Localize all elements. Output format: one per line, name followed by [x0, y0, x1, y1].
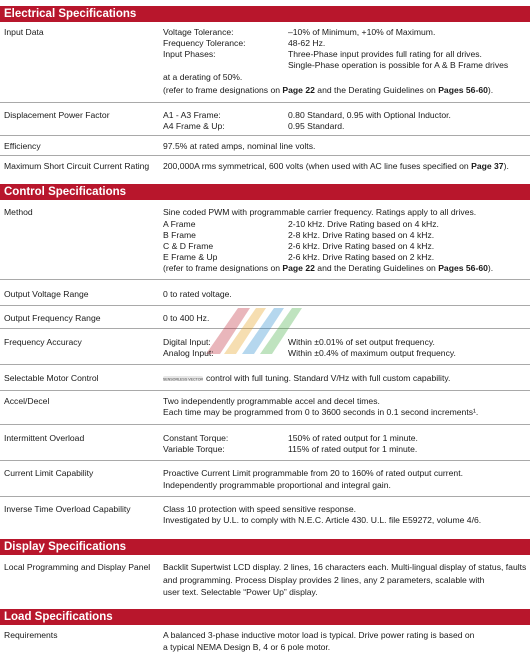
spec-label: Output Voltage Range: [4, 289, 89, 299]
variable-torque-label: Variable Torque:: [163, 444, 225, 454]
sensorless-vector-logo-icon: [163, 375, 203, 382]
spec-label: Displacement Power Factor: [4, 110, 110, 120]
row-divider: [0, 102, 530, 103]
spec-label: Intermittent Overload: [4, 433, 85, 443]
voltage-tolerance-label: Voltage Tolerance:: [163, 27, 234, 37]
frame-value: 2-6 kHz. Drive Rating based on 2 kHz.: [288, 252, 435, 262]
page-link[interactable]: Page 22: [282, 85, 315, 95]
spec-value: Two independently programmable accel and decel times.: [163, 396, 380, 406]
constant-torque-label: Constant Torque:: [163, 433, 229, 443]
svg-text:SENSORLESS VECTOR: SENSORLESS VECTOR: [163, 377, 203, 382]
page-link[interactable]: Page 22: [282, 263, 315, 273]
frame-label: A4 Frame & Up:: [163, 121, 225, 131]
frame-value: 0.80 Standard, 0.95 with Optional Inductor.: [288, 110, 451, 120]
frame-value: 0.95 Standard.: [288, 121, 345, 131]
digital-input-label: Digital Input:: [163, 337, 211, 347]
frame-value: 2-8 kHz. Drive Rating based on 4 kHz.: [288, 230, 435, 240]
frequency-tolerance-value: 48-62 Hz.: [288, 38, 326, 48]
method-intro: Sine coded PWM with programmable carrier frequency. Ratings apply to all drives.: [163, 207, 477, 217]
frame-reference-note: (refer to frame designations on Page 22 and the Derating Guidelines on Pages 56-60).: [163, 85, 494, 95]
spec-value: Backlit Supertwist LCD display. 2 lines, 16 characters each. Multi-lingual display of status, faults: [163, 562, 527, 572]
spec-label: Accel/Decel: [4, 396, 50, 406]
frame-label: C & D Frame: [163, 241, 214, 251]
frame-label: E Frame & Up: [163, 252, 218, 262]
spec-value: and programming. Process Display provides 2 lines, any 2 parameters, scalable with: [163, 575, 485, 585]
spec-value: Class 10 protection with speed sensitive response.: [163, 504, 356, 514]
derating-note: at a derating of 50%.: [163, 72, 243, 82]
spec-value: Independently programmable proportional and integral gain.: [163, 480, 391, 490]
frame-label: B Frame: [163, 230, 196, 240]
section-header-electrical: Electrical Specifications: [0, 6, 530, 22]
spec-value: 97.5% at rated amps, nominal line volts.: [163, 141, 316, 151]
row-divider: [0, 390, 530, 391]
frame-reference-note: (refer to frame designations on Page 22 and the Derating Guidelines on Pages 56-60).: [163, 263, 494, 273]
digital-input-value: Within ±0.01% of set output frequency.: [288, 337, 435, 347]
variable-torque-value: 115% of rated output for 1 minute.: [288, 444, 418, 454]
row-divider: [0, 496, 530, 497]
voltage-tolerance-value: –10% of Minimum, +10% of Maximum.: [288, 27, 436, 37]
row-divider: [0, 364, 530, 365]
frame-label: A Frame: [163, 219, 196, 229]
input-phases-label: Input Phases:: [163, 49, 216, 59]
spec-label: Local Programming and Display Panel: [4, 562, 151, 572]
section-header-control: Control Specifications: [0, 184, 530, 200]
spec-value: 0 to 400 Hz.: [163, 313, 210, 323]
spec-label: Selectable Motor Control: [4, 373, 99, 383]
page-link[interactable]: Page 37: [471, 161, 504, 171]
page-link[interactable]: Pages 56-60: [438, 85, 488, 95]
spec-label: Current Limit Capability: [4, 468, 94, 478]
spec-label: Maximum Short Circuit Current Rating: [4, 161, 150, 171]
frame-value: 2-6 kHz. Drive Rating based on 4 kHz.: [288, 241, 435, 251]
page-link[interactable]: Pages 56-60: [438, 263, 488, 273]
spec-label: Method: [4, 207, 33, 217]
frame-label: A1 - A3 Frame:: [163, 110, 221, 120]
spec-value: 0 to rated voltage.: [163, 289, 232, 299]
frame-value: 2-10 kHz. Drive Rating based on 4 kHz.: [288, 219, 439, 229]
spec-label: Efficiency: [4, 141, 41, 151]
spec-label: Frequency Accuracy: [4, 337, 82, 347]
spec-value: 200,000A rms symmetrical, 600 volts (when used with AC line fuses specified on Page 37).: [163, 161, 509, 171]
spec-value: A balanced 3-phase inductive motor load is typical. Drive power rating is based on: [163, 630, 475, 640]
spec-value: user text. Selectable “Power Up” display.: [163, 587, 318, 597]
row-divider: [0, 135, 530, 136]
spec-label: Requirements: [4, 630, 58, 640]
input-phases-value-2: Single-Phase operation is possible for A & B Frame drives: [288, 60, 509, 70]
spec-value: Each time may be programmed from 0 to 3600 seconds in 0.1 second increments¹.: [163, 407, 479, 417]
spec-value: Proactive Current Limit programmable from 20 to 160% of rated output current.: [163, 468, 463, 478]
spec-label: Output Frequency Range: [4, 313, 101, 323]
row-divider: [0, 424, 530, 425]
row-divider: [0, 279, 530, 280]
input-phases-value-1: Three-Phase input provides full rating for all drives.: [288, 49, 482, 59]
analog-input-value: Within ±0.4% of maximum output frequency.: [288, 348, 456, 358]
spec-label: Inverse Time Overload Capability: [4, 504, 131, 514]
spec-value: a typical NEMA Design B, 4 or 6 pole motor.: [163, 642, 331, 652]
analog-input-label: Analog Input:: [163, 348, 214, 358]
row-divider: [0, 460, 530, 461]
spec-value: Investigated by U.L. to comply with N.E.C. Article 430. U.L. file E59272, volume 4/6.: [163, 515, 482, 525]
constant-torque-value: 150% of rated output for 1 minute.: [288, 433, 418, 443]
section-header-display: Display Specifications: [0, 539, 530, 555]
row-divider: [0, 155, 530, 156]
spec-label: Input Data: [4, 27, 44, 37]
frequency-tolerance-label: Frequency Tolerance:: [163, 38, 246, 48]
spec-value: SENSORLESS VECTOR control with full tuning. Standard V/Hz with full custom capability.: [163, 373, 451, 383]
section-header-load: Load Specifications: [0, 609, 530, 625]
